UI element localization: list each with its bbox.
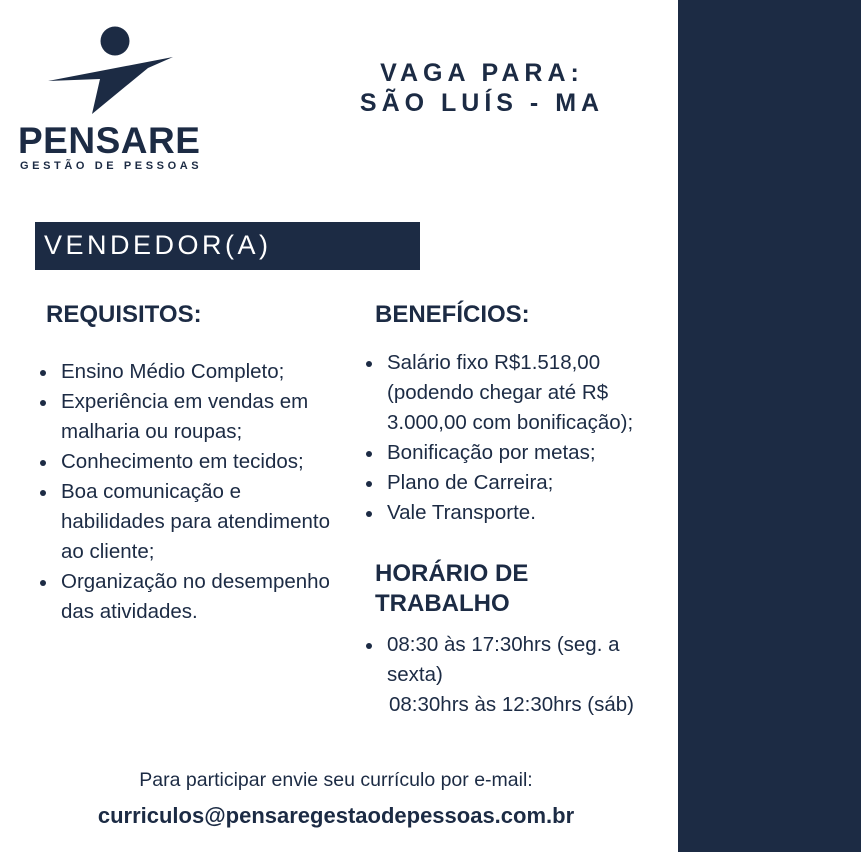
list-item: Salário fixo R$1.518,00 (podendo chegar até R$ 3.000,00 com bonificação); [362,348,667,438]
list-item: 08:30 às 17:30hrs (seg. a sexta) [362,630,652,690]
list-item: Boa comunicação e habilidades para atendimento ao cliente; [36,477,346,567]
requirements-heading: REQUISITOS: [46,301,202,328]
title-line-2: SÃO LUÍS - MA [359,89,605,117]
contact-instruction: Para participar envie seu currículo por e-mail: [139,769,533,791]
list-item: Bonificação por metas; [362,438,667,468]
right-sidebar-panel [678,0,861,852]
list-item: 08:30hrs às 12:30hrs (sáb) [389,693,634,716]
requirements-list [36,357,346,627]
list-item: Ensino Médio Completo; [36,357,346,387]
list-item: Plano de Carreira; [362,468,667,498]
benefits-list [362,348,667,528]
logo-tagline: GESTÃO DE PESSOAS [20,160,203,172]
pensare-logo [18,24,218,174]
title-line-1: VAGA PARA: [380,59,584,87]
role-banner [35,222,420,270]
list-item: Conhecimento em tecidos; [36,447,346,477]
schedule-list [362,630,652,720]
person-figure-icon [48,24,178,119]
list-item: Experiência em vendas em malharia ou roupas; [36,387,346,447]
list-item: Organização no desempenho das atividades. [36,567,346,627]
job-location-title [352,58,612,118]
schedule-heading: HORÁRIO DE TRABALHO [375,560,529,617]
benefits-heading: BENEFÍCIOS: [375,301,530,328]
list-item: Vale Transporte. [362,498,667,528]
role-title: VENDEDOR(A) [44,230,272,260]
logo-name: PENSARE [18,120,201,161]
contact-email: curriculos@pensaregestaodepessoas.com.br [97,803,575,828]
